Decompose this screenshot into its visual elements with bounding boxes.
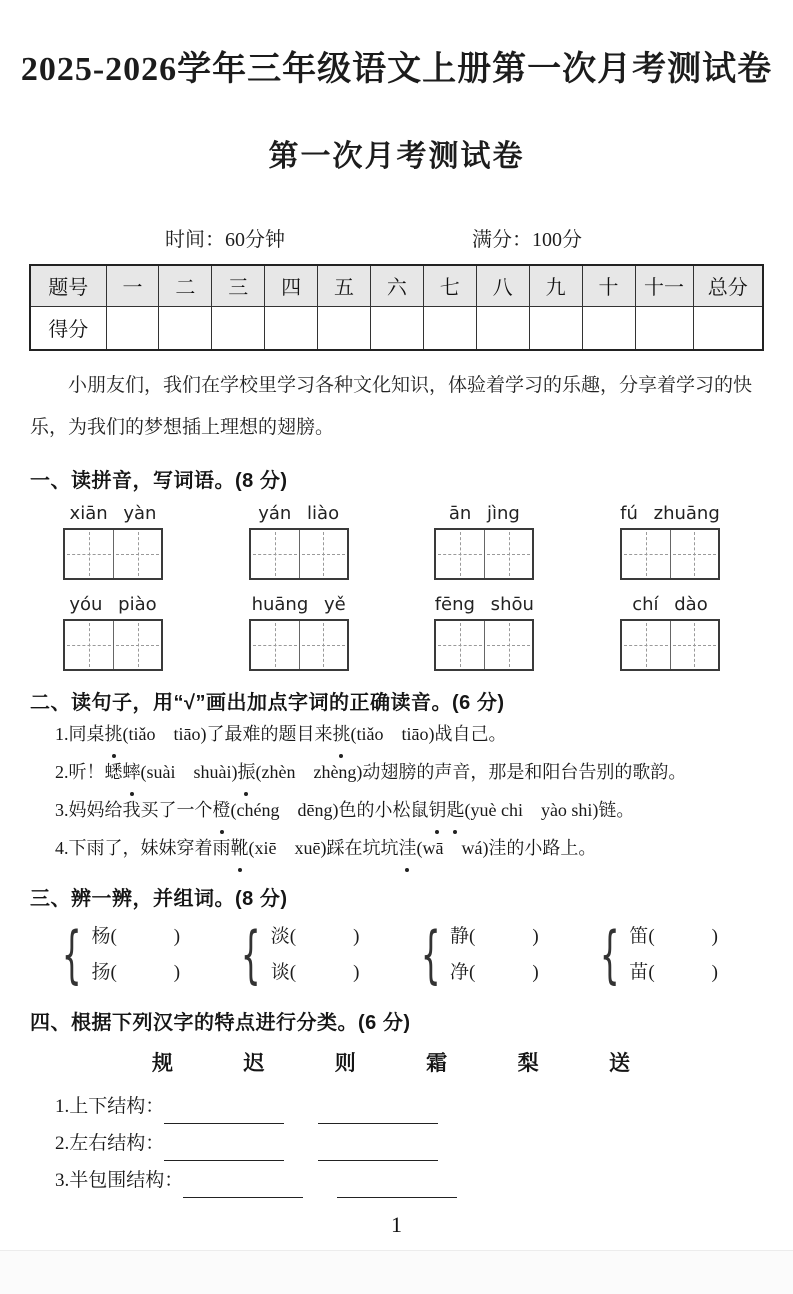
score-cell (106, 306, 159, 350)
score-table-header-cell: 十一 (635, 265, 693, 306)
writing-cell (622, 621, 670, 669)
score-cell (318, 306, 371, 350)
writing-cell (436, 621, 484, 669)
score-table-header-cell: 七 (423, 265, 476, 306)
classify-item-1 (55, 1087, 793, 1124)
writing-cell (251, 530, 299, 578)
sentence-4: 4.下雨了，妹妹穿着雨靴(xiē xuē)踩在坑坑洼(wā wá)洼的小路上。 (55, 829, 773, 867)
answer-blank: ( ) (289, 962, 360, 984)
score-cell (212, 306, 265, 350)
score-cell (265, 306, 318, 350)
score-table (29, 264, 764, 351)
score-table-score-row (30, 306, 763, 350)
answer-blank: ( ) (648, 962, 718, 984)
writing-cell (436, 530, 484, 578)
answer-blank: ( ) (469, 962, 539, 984)
pinyin-label: yóu piào (69, 594, 157, 616)
answer-blank: ( ) (469, 926, 539, 948)
brace-icon: { (599, 918, 620, 992)
word-pair-row (52, 919, 718, 991)
pair-bottom: 净( ) (450, 962, 539, 984)
pinyin-group (249, 594, 349, 671)
classification-characters (152, 1047, 630, 1077)
writing-box (63, 528, 163, 580)
score-cell (635, 306, 693, 350)
page-title: 2025-2026学年三年级语文上册第一次月考测试卷 (20, 51, 773, 88)
score-table-header-cell: 三 (212, 265, 265, 306)
writing-cell (670, 621, 718, 669)
sentence-2: 2.听！蟋蟀(suài shuài)振(zhèn zhèng)动翅膀的声音，那是和阳台告别的歌韵。 (55, 753, 773, 791)
section3-heading: 三、辨一辨，并组词。(8 分) (30, 888, 288, 911)
pinyin-label: xiān yàn (69, 503, 157, 525)
pair-top: 杨( ) (91, 926, 181, 948)
writing-cell (113, 621, 161, 669)
pinyin-label: huāng yě (251, 594, 346, 616)
writing-cell (65, 621, 113, 669)
writing-cell (299, 621, 347, 669)
character: 霜 (426, 1051, 448, 1076)
score-table-header-cell: 四 (265, 265, 318, 306)
score-table-header-cell: 总分 (693, 265, 763, 306)
writing-cell (670, 530, 718, 578)
writing-box (620, 528, 720, 580)
character: 则 (334, 1051, 356, 1076)
pair-top: 笛( ) (629, 926, 718, 948)
answer-blank: ( ) (289, 926, 360, 948)
brace-icon: { (61, 918, 82, 992)
pinyin-group (620, 594, 720, 671)
score-table-header-row (30, 265, 763, 306)
score-cell (693, 306, 763, 350)
pinyin-label: ān jìng (448, 503, 520, 525)
word-pair-group (231, 919, 359, 991)
answer-blank: ( ) (110, 926, 181, 948)
pinyin-group (63, 594, 163, 671)
full-score-label: 满分：100分 (472, 229, 582, 252)
pair-top: 静( ) (450, 926, 539, 948)
classify-label: 3.半包围结构： (55, 1170, 184, 1192)
character: 规 (152, 1051, 173, 1076)
answer-line (183, 1170, 303, 1198)
score-table-header-cell: 一 (106, 265, 159, 306)
pinyin-group (434, 594, 534, 671)
score-table-header-cell: 题号 (30, 265, 106, 306)
sentence-1: 1.同桌挑(tiǎo tiāo)了最难的题目来挑(tiǎo tiāo)战自己。 (55, 715, 773, 753)
writing-box (249, 619, 349, 671)
writing-cell (65, 530, 113, 578)
writing-cell (622, 530, 670, 578)
word-pair-group (411, 919, 539, 991)
answer-line (164, 1096, 284, 1124)
writing-cell (113, 530, 161, 578)
brace-icon: { (420, 918, 441, 992)
score-table-header-cell: 六 (370, 265, 423, 306)
score-cell (159, 306, 212, 350)
test-paper-page (0, 50, 793, 1294)
sentence-3: 3.妈妈给我买了一个橙(chéng dēng)色的小松鼠钥匙(yuè chi yào shi)链。 (55, 791, 773, 829)
answer-blank: ( ) (110, 962, 181, 984)
pinyin-group (249, 503, 349, 580)
score-table-header-cell: 八 (476, 265, 529, 306)
answer-line (318, 1096, 438, 1124)
brace-icon: { (241, 918, 261, 992)
score-cell (370, 306, 423, 350)
section2-heading: 二、读句子，用“√”画出加点字词的正确读音。(6 分) (30, 692, 505, 715)
pinyin-label: fēng shōu (434, 594, 534, 616)
classify-label: 2.左右结构： (55, 1133, 165, 1155)
score-cell (529, 306, 582, 350)
pinyin-label: yán liào (258, 503, 340, 525)
pinyin-row-2 (63, 594, 720, 671)
writing-box (434, 528, 534, 580)
pair-bottom: 谈( ) (270, 962, 360, 984)
score-table-header-cell: 九 (529, 265, 582, 306)
answer-line (164, 1133, 284, 1161)
pinyin-row-1 (63, 503, 720, 580)
character: 送 (608, 1051, 630, 1076)
writing-cell (484, 530, 532, 578)
pair-top: 淡( ) (270, 926, 360, 948)
answer-line (337, 1170, 457, 1198)
writing-box (249, 528, 349, 580)
classify-label: 1.上下结构： (55, 1096, 165, 1118)
page-number: 1 (391, 1212, 402, 1238)
writing-box (620, 619, 720, 671)
character: 迟 (243, 1051, 265, 1076)
pinyin-group (434, 503, 534, 580)
pinyin-label: fú zhuāng (620, 503, 720, 525)
classify-item-2 (55, 1124, 793, 1161)
word-pair-group (52, 919, 180, 991)
writing-cell (484, 621, 532, 669)
answer-line (318, 1133, 438, 1161)
writing-box (63, 619, 163, 671)
section1-heading: 一、读拼音，写词语。(8 分) (30, 470, 288, 493)
writing-cell (299, 530, 347, 578)
pinyin-group (620, 503, 720, 580)
page-subtitle: 第一次月考测试卷 (268, 140, 525, 174)
answer-blank: ( ) (648, 926, 718, 948)
classify-item-3 (55, 1161, 793, 1198)
score-table-header-cell: 十 (582, 265, 635, 306)
word-pair-group (590, 919, 718, 991)
score-row-label: 得分 (30, 306, 106, 350)
section4-heading: 四、根据下列汉字的特点进行分类。(6 分) (30, 1012, 411, 1035)
pinyin-group (63, 503, 163, 580)
intro-paragraph: 小朋友们，我们在学校里学习各种文化知识，体验着学习的乐趣，分享着学习的快乐，为我们的梦想插上理想的翅膀。 (30, 375, 753, 439)
pair-bottom: 苗( ) (629, 962, 718, 984)
score-cell (476, 306, 529, 350)
time-limit-label: 时间：60分钟 (165, 229, 285, 252)
writing-cell (251, 621, 299, 669)
pair-bottom: 扬( ) (91, 962, 181, 984)
score-cell (423, 306, 476, 350)
page-bottom-edge (0, 1250, 793, 1294)
writing-box (434, 619, 534, 671)
score-cell (582, 306, 635, 350)
character: 梨 (517, 1051, 539, 1076)
pinyin-label: chí dào (632, 594, 708, 616)
score-table-header-cell: 二 (159, 265, 212, 306)
score-table-header-cell: 五 (318, 265, 371, 306)
exam-info-row (0, 223, 793, 252)
